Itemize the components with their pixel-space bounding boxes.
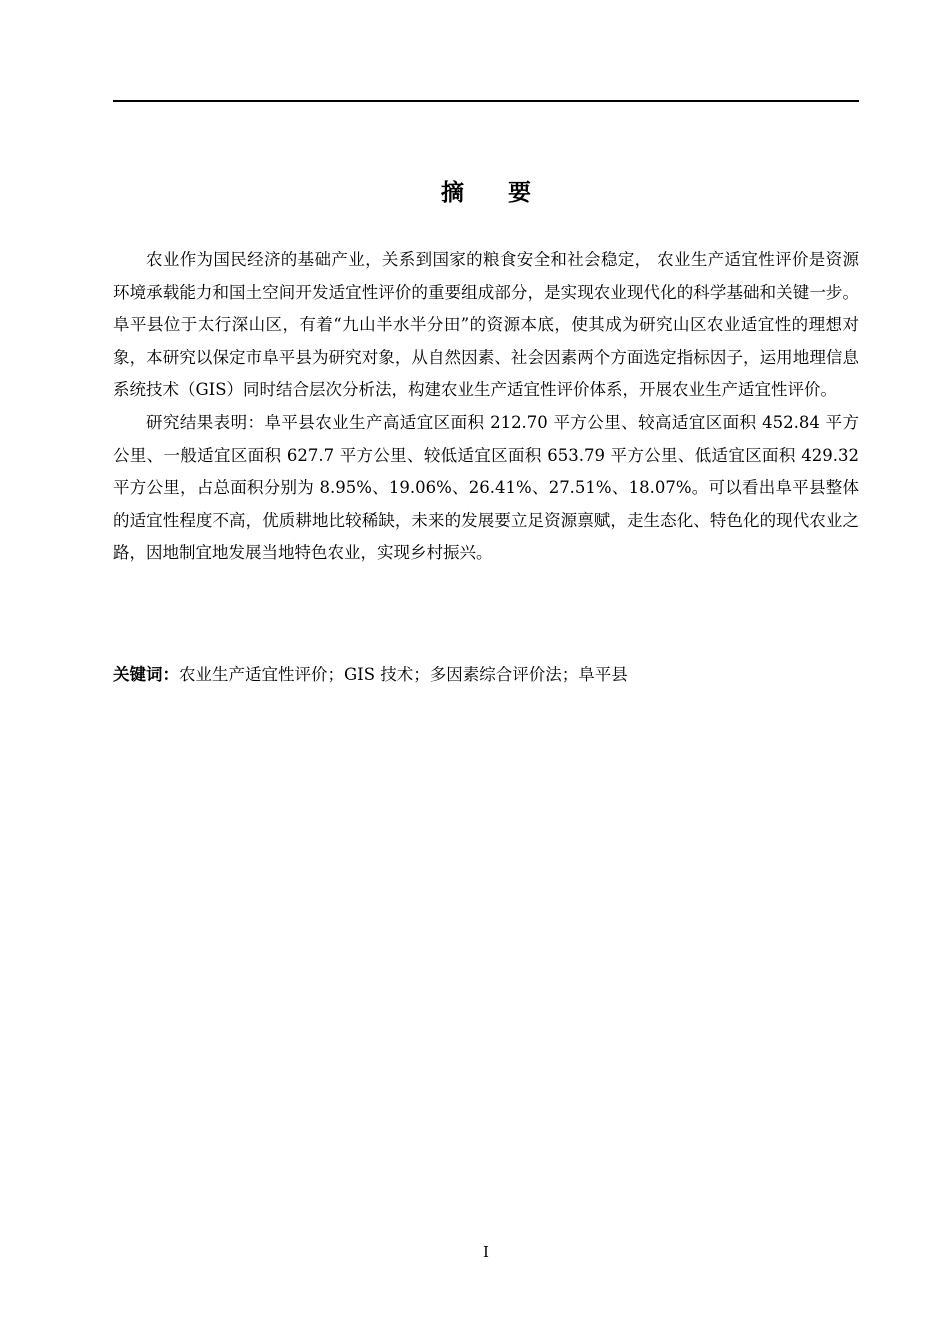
abstract-paragraph-2: 研究结果表明：阜平县农业生产高适宜区面积 212.70 平方公里、较高适宜区面积 452.84 平方公里、一般适宜区面积 627.7 平方公里、较低适宜区面积 653.79 平方公里、低适宜区面积 429.32 平方公里，占总面积分别为 8.95%、19.06%、26.41%、27.51%、18.07%。可以看出阜平县整体的适宜性程度不高，优质耕地比较稀缺，未来的发展要立足资源禀赋，走生态化、特色化的现代农业之路，因地制宜地发展当地特色农业，实现乡村振兴。 <box>113 412 859 563</box>
keywords-text: 农业生产适宜性评价；GIS 技术；多因素综合评价法；阜平县 <box>179 665 628 684</box>
keywords-line <box>113 659 859 691</box>
page-number: I <box>483 1243 489 1261</box>
keywords-label: 关键词： <box>113 665 179 684</box>
abstract-body <box>113 244 859 570</box>
page-title: 摘 要 <box>440 180 549 206</box>
abstract-paragraph-1: 农业作为国民经济的基础产业，关系到国家的粮食安全和社会稳定， 农业生产适宜性评价是资源环境承载能力和国土空间开发适宜性评价的重要组成部分，是实现农业现代化的科学基础和关键一步。阜平县位于太行深山区，有着“九山半水半分田”的资源本底，使其成为研究山区农业适宜性的理想对象，本研究以保定市阜平县为研究对象，从自然因素、社会因素两个方面选定指标因子，运用地理信息系统技术（GIS）同时结合层次分析法，构建农业生产适宜性评价体系，开展农业生产适宜性评价。 <box>113 250 859 400</box>
header-rule <box>113 100 859 102</box>
